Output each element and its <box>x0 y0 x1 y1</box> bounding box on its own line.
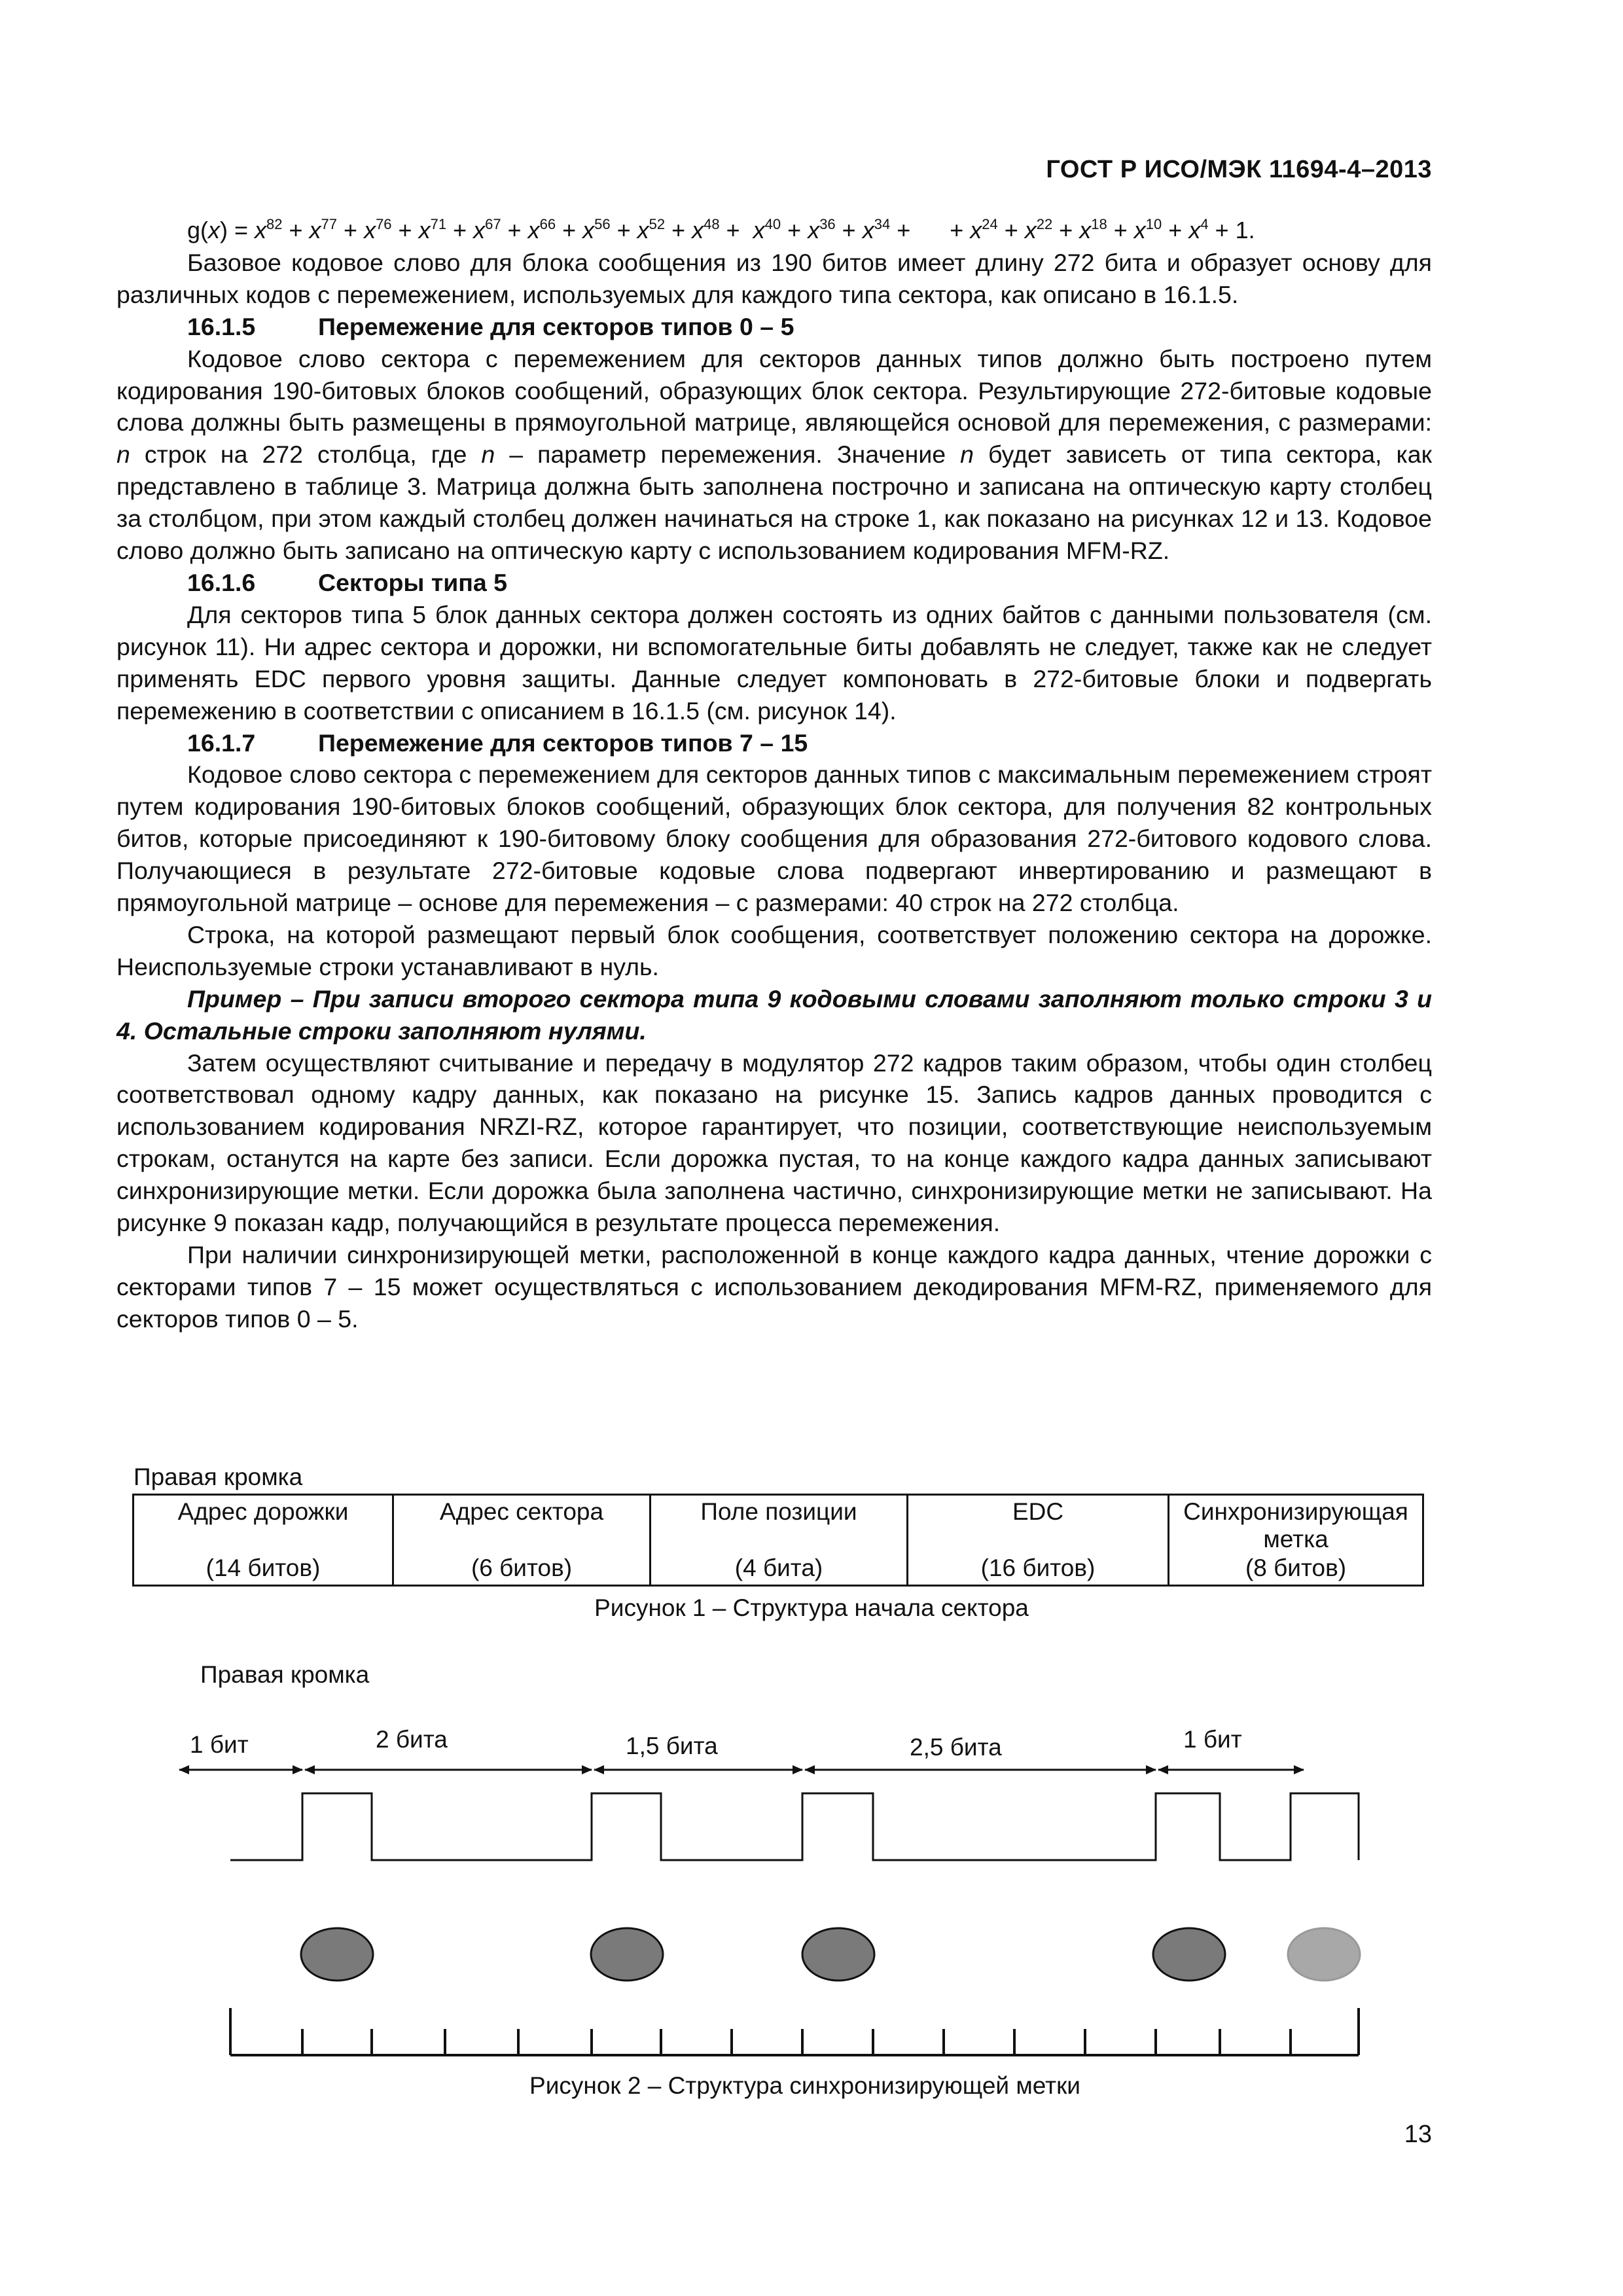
paragraph-16-1-7-c: Затем осуществляют считывание и передачу в модулятор 272 кадров таким образом, чтобы один столбец соответствовал одному кадру данных, как показано на рисунке 15. Запись кадров данных проводится с использованием кодирования NRZI-RZ, которое гарантирует, что позиции, соответствующие неиспользуемым строкам, останутся на карте без записи. Если дорожка пустая, то на конце каждого кадра данных записывают синхронизирующие метки. Если дорожка была заполнена частично, синхронизирующие метки не записывают. На рисунке 9 показан кадр, получающийся в результате процесса перемежения. <box>116 1049 1432 1237</box>
waveform <box>230 1793 1359 1860</box>
paragraph-16-1-5: Кодовое слово сектора с перемежением для секторов данных типов должно быть построено путем кодирования 190-битовых блоков сообщений, образующих блок сектора. Результирующие 272-битовые кодовые слова должны быть размещены в прямоугольной матрице, являющейся основой для перемежения, с размерами: n строк на 272 столбца, где n – параметр перемежения. Значение n будет зависеть от типа сектора, как представлено в таблице 3. Матрица должна быть заполнена построчно и записана на оптическую карту столбец за столбцом, при этом каждый столбец должен начинаться на строке 1, как показано на рисунках 12 и 13. Кодовое слово должно быть записано на оптическую карту с использованием кодирования MFM-RZ. <box>116 344 1432 565</box>
polynomial-term: $x^{22}$ + <box>1024 216 1080 243</box>
paragraph-16-1-6: Для секторов типа 5 блок данных сектора должен состоять из одних байтов с данными пользователя (см. рисунок 11). Ни адрес сектора и дорожки, ни вспомогательные биты добавлять не следует, также как не следует применять EDC первого уровня защиты. Данные следует компоновать в 272-битовые блоки и подвергать перемежению в соответствии с описанием в 16.1.5 (см. рисунок 14). <box>116 600 1432 725</box>
paragraph-base-codeword: Базовое кодовое слово для блока сообщения из 190 битов имеет длину 272 бита и образует основу для различных кодов с перемежением, используемых для каждого типа сектора, как описано в 16.1.5. <box>116 248 1432 308</box>
sync-mark-dot-3 <box>802 1928 874 1981</box>
polynomial-term: $x^{66}$ + <box>527 216 583 243</box>
bit-scale <box>230 2008 1359 2055</box>
polynomial-term: $x^4 + 1$. <box>1188 216 1255 243</box>
figure1-caption: Рисунок 1 – Структура начала сектора <box>594 1594 1029 1621</box>
figure1-cell-position-field: Поле позиции (4 бита) <box>651 1495 908 1586</box>
mark-ellipses <box>301 1928 1360 1981</box>
figure1-cell-sector-address: Адрес сектора (6 битов) <box>393 1495 651 1586</box>
paragraph-16-1-7-a: Кодовое слово сектора с перемежением для секторов данных типов с максимальным перемежением строят путем кодирования 190-битовых блоков сообщений, образующих блок сектора, для получения 82 контрольных битов, которые присоединяют к 190-битовому блоку сообщения для образования 272-битового кодового слова. Получающиеся в результате 272-битовые кодовые слова подвергают инвертированию и размещают в прямоугольной матрице – основе для перемежения – с размерами: 40 строк на 272 столбца. <box>116 761 1432 917</box>
polynomial-term: $x^{67}$ + <box>473 216 528 243</box>
figure1-cell-sync-mark: Синхронизирующая метка (8 битов) <box>1169 1495 1423 1586</box>
paragraph-16-1-7-d: При наличии синхронизирующей метки, расположенной в конце каждого кадра данных, чтение дорожки с секторами типов 7 – 15 может осуществляться с использованием декодирования MFM-RZ, применяемого для секторов типов 0 – 5. <box>116 1241 1432 1333</box>
figure1-cell-edc: EDC (16 битов) <box>908 1495 1169 1586</box>
polynomial-term: $x^{10}$ + <box>1133 216 1189 243</box>
polynomial-term: $x^{52}$ + <box>637 216 692 243</box>
example-note: Пример – При записи второго сектора типа 9 кодовыми словами заполняют только строки 3 и 4. Остальные строки заполняют нулями. <box>116 984 1432 1045</box>
sync-mark-dot-5 <box>1288 1928 1360 1981</box>
dim-label-3: 1,5 бита <box>626 1732 718 1759</box>
page-number: 13 <box>1404 2121 1432 2148</box>
polynomial-term: $x^{36}$ + <box>808 216 863 243</box>
section-heading-16-1-5: 16.1.5 Перемежение для секторов типов 0 – 5 <box>187 312 794 340</box>
figure2-caption: Рисунок 2 – Структура синхронизирующей метки <box>529 2072 1080 2099</box>
polynomial-term: $x^{48}$ + <box>692 216 753 243</box>
sync-mark-dot-2 <box>591 1928 663 1981</box>
section-heading-16-1-7: 16.1.7 Перемежение для секторов типов 7 – 15 <box>187 728 808 757</box>
polynomial-term: $x^{82}$ + <box>255 216 310 243</box>
body-text <box>116 215 1432 1335</box>
sync-mark-dot-1 <box>301 1928 373 1981</box>
figure2-sync-mark-diagram <box>0 1702 1623 2108</box>
document-header: ГОСТ Р ИСО/МЭК 11694-4–2013 <box>1046 156 1432 183</box>
figure1-edge-label: Правая кромка <box>134 1463 303 1490</box>
figure1-cell-track-address: Адрес дорожки (14 битов) <box>134 1495 393 1586</box>
polynomial-formula: $g(x) = x^{82} + x^{77} + x^{76} + x^{71} + x^{67} + x^{66} + x^{56} + x^{52} + x^{48} + x^{40} + x^{36} + x^{34}$ + + $x^{24} + x^{22} + x^{18} + x^{10} + x^4 + 1$. <box>187 216 1255 243</box>
dim-label-4: 2,5 бита <box>910 1734 1002 1761</box>
dim-label-2: 2 бита <box>376 1726 448 1753</box>
figure2-edge-label: Правая кромка <box>200 1661 370 1688</box>
polynomial-term: $x^{24}$ + <box>970 216 1025 243</box>
polynomial-term: $x^{56}$ + <box>582 216 637 243</box>
polynomial-term: $x^{71}$ + <box>418 216 474 243</box>
figure1-sector-start-table <box>132 1494 1424 1587</box>
dim-label-5: 1 бит <box>1183 1726 1242 1753</box>
polynomial-term: $x^{76}$ + <box>364 216 419 243</box>
section-heading-16-1-6: 16.1.6 Секторы типа 5 <box>187 568 508 596</box>
polynomial-terms <box>255 217 1255 243</box>
paragraph-16-1-7-b: Строка, на которой размещают первый блок сообщения, соответствует положению сектора на дорожке. Неиспользуемые строки устанавливают в нуль. <box>116 920 1432 980</box>
polynomial-term: $x^{34}$ + + <box>862 216 971 243</box>
dim-label-1: 1 бит <box>190 1731 249 1758</box>
polynomial-term: $x^{77}$ + <box>309 216 365 243</box>
polynomial-term: $x^{18}$ + <box>1079 216 1134 243</box>
sync-mark-dot-4 <box>1153 1928 1225 1981</box>
polynomial-term: $x^{40}$ + <box>753 216 808 243</box>
